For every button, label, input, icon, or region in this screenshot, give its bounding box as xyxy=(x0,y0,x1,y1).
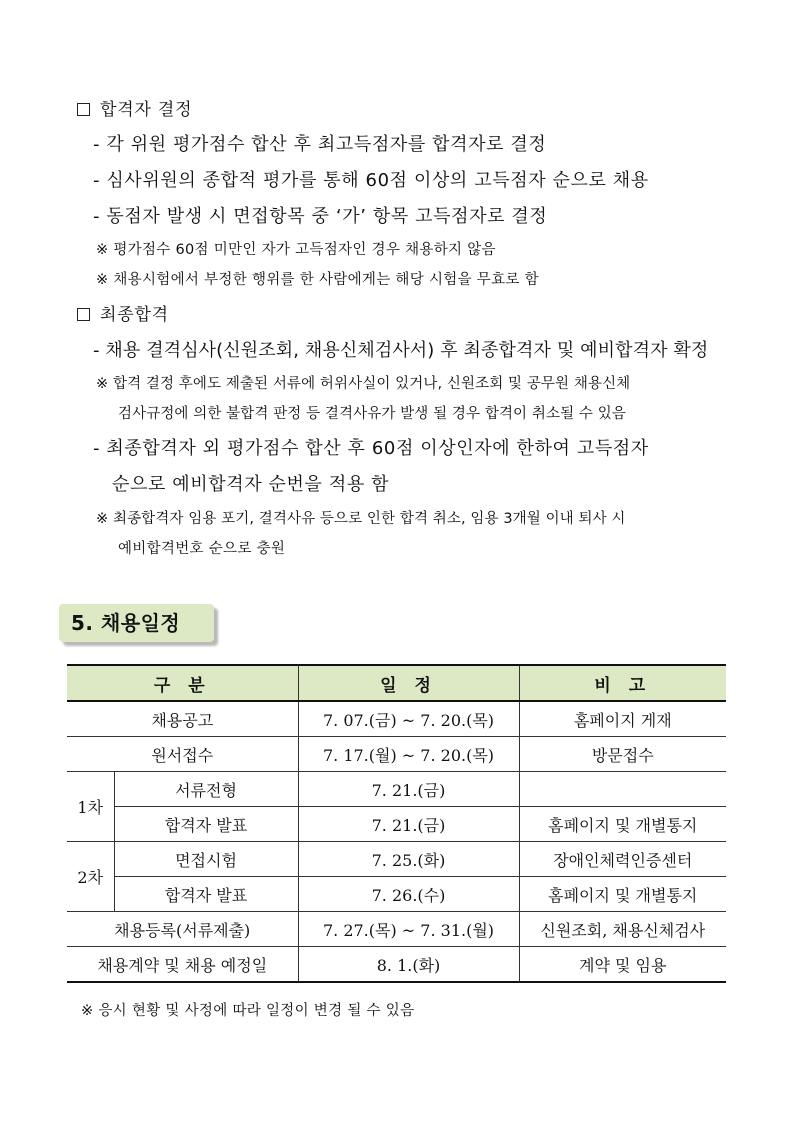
cell-note: 홈페이지 및 개별통지 xyxy=(519,877,726,912)
header-date: 일 정 xyxy=(298,665,519,701)
cell-category: 면접시험 xyxy=(114,842,298,877)
checkbox-square-icon xyxy=(77,308,90,321)
checkbox-square-icon xyxy=(77,103,90,116)
note-text: 예비합격번호 순으로 충원 xyxy=(118,541,286,557)
cell-note: 홈페이지 및 개별통지 xyxy=(519,807,726,842)
list-item: - 심사위원의 종합적 평가를 통해 60점 이상의 고득점자 순으로 채용 xyxy=(93,170,649,191)
list-item: - 채용 결격심사(신원조회, 채용신체검사서) 후 최종합격자 및 예비합격자 확정 xyxy=(93,340,709,361)
cell-group: 1차 xyxy=(67,772,114,842)
table-row xyxy=(67,842,726,877)
list-item: 순으로 예비합격자 순번을 적용 함 xyxy=(112,474,390,495)
cell-note: 홈페이지 게재 xyxy=(519,701,726,737)
table-row xyxy=(67,701,726,737)
table-row xyxy=(67,912,726,947)
cell-date: 7. 21.(금) xyxy=(298,807,519,842)
cell-note: 계약 및 임용 xyxy=(519,947,726,983)
cell-date: 7. 21.(금) xyxy=(298,772,519,807)
note-text: ※ 채용시험에서 부정한 행위를 한 사람에게는 해당 시험을 무효로 함 xyxy=(96,272,539,288)
cell-note: 장애인체력인증센터 xyxy=(519,842,726,877)
note-text: ※ 최종합격자 임용 포기, 결격사유 등으로 인한 합격 취소, 임용 3개월 이내 퇴사 시 xyxy=(96,511,626,527)
cell-category: 채용등록(서류제출) xyxy=(67,912,298,947)
list-item: - 동점자 발생 시 면접항목 중 ‘가’ 항목 고득점자로 결정 xyxy=(93,206,548,227)
list-item: - 각 위원 평가점수 합산 후 최고득점자를 합격자로 결정 xyxy=(93,134,547,155)
cell-category: 합격자 발표 xyxy=(114,877,298,912)
table-header-row xyxy=(67,665,726,701)
cell-group: 2차 xyxy=(67,842,114,912)
note-text: ※ 합격 결정 후에도 제출된 서류에 허위사실이 있거나, 신원조회 및 공무원 채용신체 xyxy=(96,376,631,392)
cell-date: 7. 26.(수) xyxy=(298,877,519,912)
cell-date: 7. 17.(월) ~ 7. 20.(목) xyxy=(298,737,519,772)
list-item: - 최종합격자 외 평가점수 합산 후 60점 이상인자에 한하여 고득점자 xyxy=(93,438,649,459)
cell-category: 합격자 발표 xyxy=(114,807,298,842)
cell-note xyxy=(519,772,726,807)
table-row xyxy=(67,877,726,912)
cell-date: 7. 07.(금) ~ 7. 20.(목) xyxy=(298,701,519,737)
cell-date: 8. 1.(화) xyxy=(298,947,519,983)
cell-category: 채용계약 및 채용 예정일 xyxy=(67,947,298,983)
table-row xyxy=(67,807,726,842)
cell-category: 서류전형 xyxy=(114,772,298,807)
table-row xyxy=(67,947,726,983)
schedule-table xyxy=(67,664,726,983)
cell-note: 신원조회, 채용신체검사 xyxy=(519,912,726,947)
cell-date: 7. 27.(목) ~ 7. 31.(월) xyxy=(298,912,519,947)
cell-category: 채용공고 xyxy=(67,701,298,737)
cell-note: 방문접수 xyxy=(519,737,726,772)
note-text: ※ 평가점수 60점 미만인 자가 고득점자인 경우 채용하지 않음 xyxy=(96,242,496,258)
cell-category: 원서접수 xyxy=(67,737,298,772)
header-category: 구 분 xyxy=(67,665,298,701)
cell-date: 7. 25.(화) xyxy=(298,842,519,877)
schedule-section-title: 5. 채용일정 xyxy=(59,604,214,642)
note-text: 검사규정에 의한 불합격 판정 등 결격사유가 발생 될 경우 합격이 취소될 수 있음 xyxy=(118,406,626,422)
table-row xyxy=(67,737,726,772)
header-note: 비 고 xyxy=(519,665,726,701)
table-row xyxy=(67,772,726,807)
schedule-footnote: ※ 응시 현황 및 사정에 따라 일정이 변경 될 수 있음 xyxy=(81,1003,415,1019)
section-heading-pass-decision: 합격자 결정 xyxy=(77,95,192,120)
section-heading-final-pass: 최종합격 xyxy=(77,300,169,325)
